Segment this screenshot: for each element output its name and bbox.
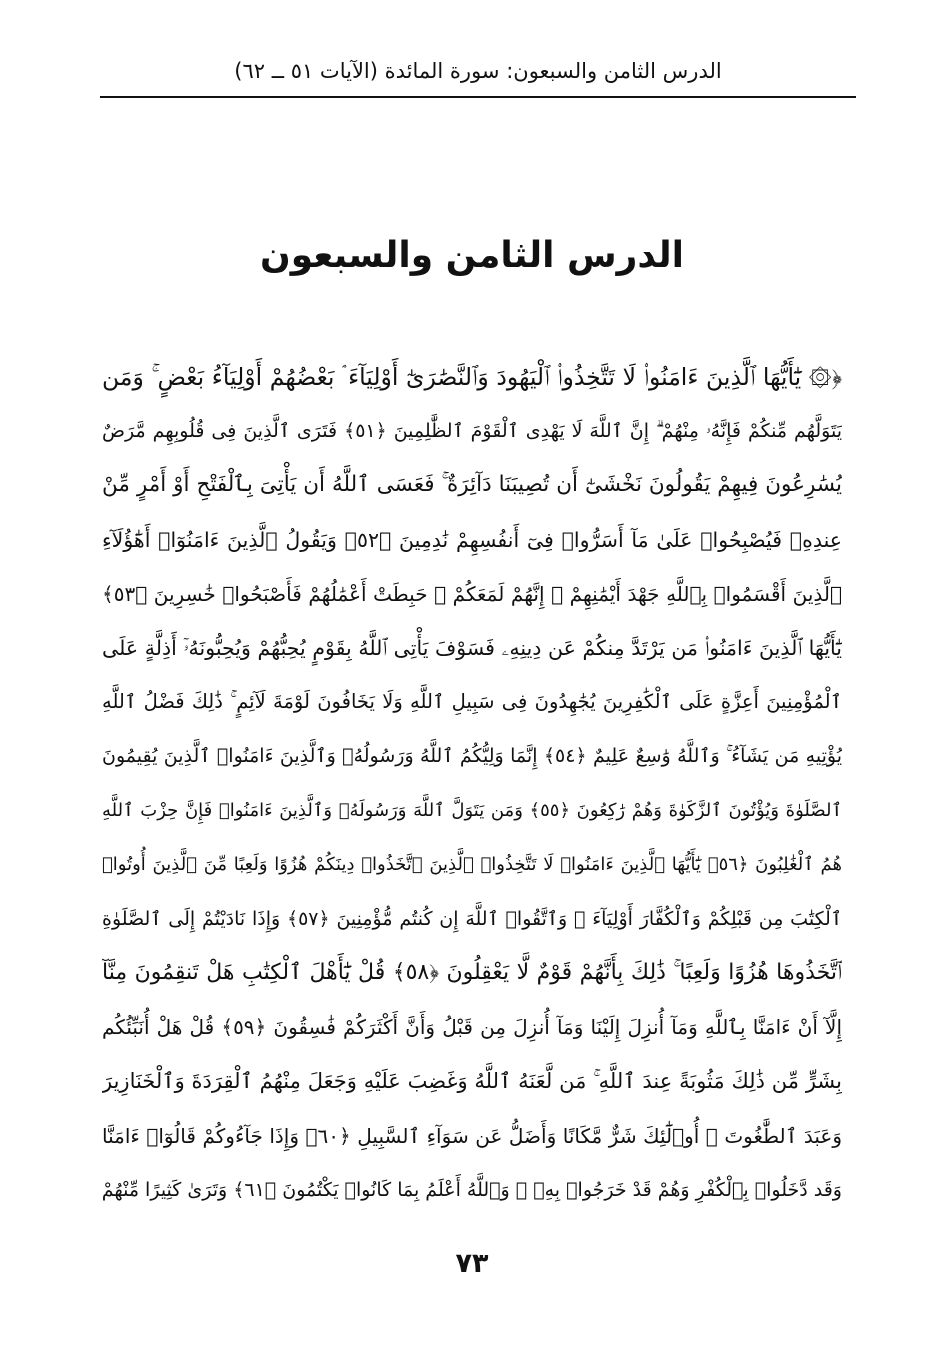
quran-line: يَٰٓأَيُّهَا ٱلَّذِينَ ءَامَنُوا۟ مَن يَرْتَدَّ مِنكُمْ عَن دِينِهِۦ فَسَوْفَ يَأْتِى ٱللَّهُ بِقَوْمٍ يُحِبُّهُمْ وَيُحِبُّونَهُۥٓ أَذِلَّةٍ عَلَى [102,635,842,660]
quran-line: ٱلصَّلَوٰةَ وَيُؤْتُونَ ٱلزَّكَوٰةَ وَهُمْ رَٰكِعُونَ ﴿٥٥﴾ وَمَن يَتَوَلَّ ٱللَّهَ وَرَسُولَهُۥ وَٱلَّذِينَ ءَامَنُوا۟ فَإِنَّ حِزْبَ ٱللَّهِ [102,799,842,821]
quran-line: وَقَد دَّخَلُوا۟ بِٱلْكُفْرِ وَهُمْ قَدْ خَرَجُوا۟ بِهِۦ ۚ وَٱللَّهُ أَعْلَمُ بِمَا كَانُوا۟ يَكْتُمُونَ ﴿٦١﴾ وَتَرَىٰ كَثِيرًا مِّنْهُمْ [102,1178,842,1201]
quran-line: ٱلْمُؤْمِنِينَ أَعِزَّةٍ عَلَى ٱلْكَٰفِرِينَ يُجَٰهِدُونَ فِى سَبِيلِ ٱللَّهِ وَلَا يَخَافُونَ لَوْمَةَ لَآئِمٍ ۚ ذَٰلِكَ فَضْلُ ٱللَّهِ [102,690,842,714]
header-rule [100,96,856,98]
quran-line: ٱلَّذِينَ أَقْسَمُوا۟ بِٱللَّهِ جَهْدَ أَيْمَٰنِهِمْ ۙ إِنَّهُمْ لَمَعَكُمْ ۚ حَبِطَتْ أَعْمَٰلُهُمْ فَأَصْبَحُوا۟ خَٰسِرِينَ ﴿٥٣﴾ [102,581,842,606]
quran-text-block [102,350,842,1217]
quran-line: يُؤْتِيهِ مَن يَشَآءُ ۚ وَٱللَّهُ وَٰسِعٌ عَلِيمٌ ﴿٥٤﴾ إِنَّمَا وَلِيُّكُمُ ٱللَّهُ وَرَسُولُهُۥ وَٱلَّذِينَ ءَامَنُوا۟ ٱلَّذِينَ يُقِيمُونَ [102,745,842,768]
quran-line: ﴿۞ يَٰٓأَيُّهَا ٱلَّذِينَ ءَامَنُوا۟ لَا تَتَّخِذُوا۟ ٱلْيَهُودَ وَٱلنَّصَٰرَىٰٓ أَوْلِيَآءَ ۘ بَعْضُهُمْ أَوْلِيَآءُ بَعْضٍ ۚ وَمَن [102,363,842,391]
quran-line: عِندِهِۦ فَيُصْبِحُوا۟ عَلَىٰ مَآ أَسَرُّوا۟ فِىٓ أَنفُسِهِمْ نَٰدِمِينَ ﴿٥٢﴾ وَيَقُولُ ٱلَّذِينَ ءَامَنُوٓا۟ أَهَٰٓؤُلَآءِ [102,527,842,552]
quran-line: يَتَوَلَّهُم مِّنكُمْ فَإِنَّهُۥ مِنْهُمْ ۗ إِنَّ ٱللَّهَ لَا يَهْدِى ٱلْقَوْمَ ٱلظَّٰلِمِينَ ﴿٥١﴾ فَتَرَى ٱلَّذِينَ فِى قُلُوبِهِم مَّرَضٌ [102,420,842,443]
quran-line: ٱلْكِتَٰبَ مِن قَبْلِكُمْ وَٱلْكُفَّارَ أَوْلِيَآءَ ۚ وَٱتَّقُوا۟ ٱللَّهَ إِن كُنتُم مُّؤْمِنِينَ ﴿٥٧﴾ وَإِذَا نَادَيْتُمْ إِلَى ٱلصَّلَوٰةِ [102,907,842,930]
quran-line: يُسَٰرِعُونَ فِيهِمْ يَقُولُونَ نَخْشَىٰٓ أَن تُصِيبَنَا دَآئِرَةٌ ۚ فَعَسَى ٱللَّهُ أَن يَأْتِىَ بِٱلْفَتْحِ أَوْ أَمْرٍ مِّنْ [102,472,842,498]
quran-line: ٱتَّخَذُوهَا هُزُوًا وَلَعِبًا ۚ ذَٰلِكَ بِأَنَّهُمْ قَوْمٌ لَّا يَعْقِلُونَ ﴿٥٨﴾ قُلْ يَٰٓأَهْلَ ٱلْكِتَٰبِ هَلْ تَنقِمُونَ مِنَّآ [102,960,842,986]
quran-line: هُمُ ٱلْغَٰلِبُونَ ﴿٥٦﴾ يَٰٓأَيُّهَا ٱلَّذِينَ ءَامَنُوا۟ لَا تَتَّخِذُوا۟ ٱلَّذِينَ ٱتَّخَذُوا۟ دِينَكُمْ هُزُوًا وَلَعِبًا مِّنَ ٱلَّذِينَ أُوتُوا۟ [102,853,842,875]
quran-line: بِشَرٍّ مِّن ذَٰلِكَ مَثُوبَةً عِندَ ٱللَّهِ ۚ مَن لَّعَنَهُ ٱللَّهُ وَغَضِبَ عَلَيْهِ وَجَعَلَ مِنْهُمُ ٱلْقِرَدَةَ وَٱلْخَنَازِيرَ [102,1069,842,1094]
running-header: الدرس الثامن والسبعون: سورة المائدة (الآيات ٥١ ــ ٦٢) [234,59,722,83]
quran-line: وَعَبَدَ ٱلطَّٰغُوتَ ۚ أُو۟لَٰٓئِكَ شَرٌّ مَّكَانًا وَأَضَلُّ عَن سَوَآءِ ٱلسَّبِيلِ ﴿٦٠﴾ وَإِذَا جَآءُوكُمْ قَالُوٓا۟ ءَامَنَّا [102,1123,842,1148]
quran-line: إِلَّآ أَنْ ءَامَنَّا بِٱللَّهِ وَمَآ أُنزِلَ إِلَيْنَا وَمَآ أُنزِلَ مِن قَبْلُ وَأَنَّ أَكْثَرَكُمْ فَٰسِقُونَ ﴿٥٩﴾ قُلْ هَلْ أُنَبِّئُكُم [102,1015,842,1040]
page-number: ٧٣ [455,1248,489,1279]
lesson-title: الدرس الثامن والسبعون [259,235,685,276]
